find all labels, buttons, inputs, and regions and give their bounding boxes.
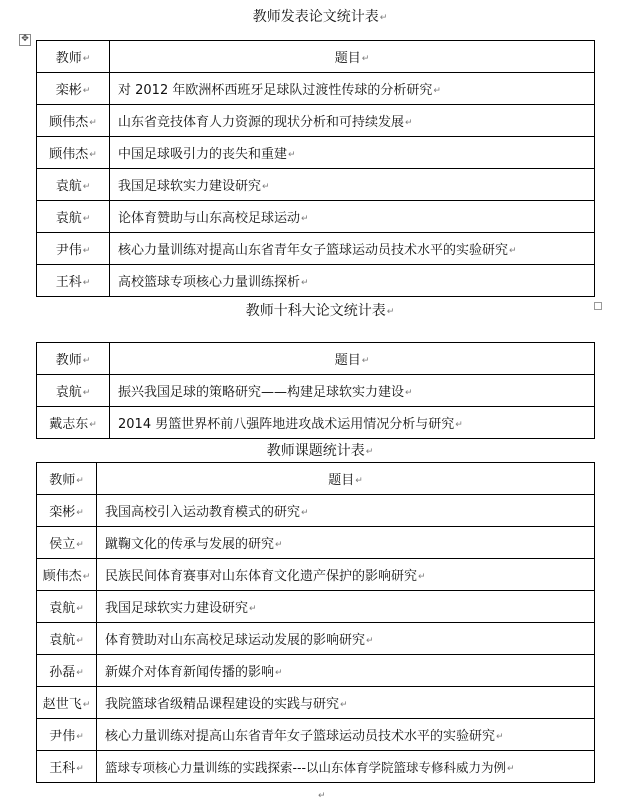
topic-cell: 体育赞助对山东高校足球运动发展的影响研究↵ [97, 623, 595, 655]
table-row [37, 233, 595, 265]
table-row [37, 407, 595, 439]
header-topic: 题目↵ [97, 463, 595, 495]
topic-cell: 论体育赞助与山东高校足球运动↵ [110, 201, 595, 233]
topic-cell: 高校篮球专项核心力量训练探析↵ [110, 265, 595, 297]
teacher-cell: 顾伟杰↵ [37, 559, 97, 591]
table-row [37, 375, 595, 407]
teacher-cell: 侯立↵ [37, 527, 97, 559]
table2-title: 教师十科大论文统计表↵ [245, 303, 395, 319]
topic-cell: 振兴我国足球的策略研究——构建足球软实力建设↵ [110, 375, 595, 407]
topic-cell: 核心力量训练对提高山东省青年女子篮球运动员技术水平的实验研究↵ [110, 233, 595, 265]
table-row [37, 105, 595, 137]
table-header-row [37, 343, 595, 375]
table-move-handle-icon[interactable]: ✥ [19, 34, 31, 46]
table-row [37, 559, 595, 591]
teacher-cell: 顾伟杰↵ [37, 137, 110, 169]
topic-cell: 我国足球软实力建设研究↵ [110, 169, 595, 201]
table1-title: 教师发表论文统计表↵ [252, 9, 388, 25]
table-header-row [37, 463, 595, 495]
teacher-cell: 袁航↵ [37, 169, 110, 201]
table-row [37, 751, 595, 783]
teacher-cell: 袁航↵ [37, 375, 110, 407]
table-research-projects [36, 462, 595, 783]
header-teacher: 教师↵ [37, 343, 110, 375]
table-row [37, 591, 595, 623]
topic-cell: 我国高校引入运动教育模式的研究↵ [97, 495, 595, 527]
teacher-cell: 尹伟↵ [37, 233, 110, 265]
teacher-cell: 栾彬↵ [37, 495, 97, 527]
topic-cell: 民族民间体育赛事对山东体育文化遗产保护的影响研究↵ [97, 559, 595, 591]
teacher-cell: 栾彬↵ [37, 73, 110, 105]
teacher-cell: 顾伟杰↵ [37, 105, 110, 137]
topic-cell: 山东省竞技体育人力资源的现状分析和可持续发展↵ [110, 105, 595, 137]
paragraph-mark: ↵ [318, 791, 326, 801]
table-published-papers [36, 40, 595, 297]
teacher-cell: 袁航↵ [37, 201, 110, 233]
table-row [37, 73, 595, 105]
topic-cell: 篮球专项核心力量训练的实践探索---以山东体育学院篮球专修科威力为例↵ [97, 751, 595, 783]
topic-cell: 中国足球吸引力的丧失和重建↵ [110, 137, 595, 169]
table-row [37, 495, 595, 527]
table-row [37, 169, 595, 201]
topic-cell: 新媒介对体育新闻传播的影响↵ [97, 655, 595, 687]
topic-cell: 我国足球软实力建设研究↵ [97, 591, 595, 623]
topic-cell: 我院篮球省级精品课程建设的实践与研究↵ [97, 687, 595, 719]
topic-cell: 蹴鞠文化的传承与发展的研究↵ [97, 527, 595, 559]
table-header-row [37, 41, 595, 73]
table-top-ten-papers [36, 342, 595, 439]
header-topic: 题目↵ [110, 343, 595, 375]
table-row [37, 623, 595, 655]
teacher-cell: 孙磊↵ [37, 655, 97, 687]
table-row [37, 655, 595, 687]
teacher-cell: 戴志东↵ [37, 407, 110, 439]
teacher-cell: 袁航↵ [37, 623, 97, 655]
header-topic: 题目↵ [110, 41, 595, 73]
teacher-cell: 尹伟↵ [37, 719, 97, 751]
header-teacher: 教师↵ [37, 41, 110, 73]
teacher-cell: 王科↵ [37, 751, 97, 783]
table-row [37, 527, 595, 559]
topic-cell: 对 2012 年欧洲杯西班牙足球队过渡性传球的分析研究↵ [110, 73, 595, 105]
topic-cell: 核心力量训练对提高山东省青年女子篮球运动员技术水平的实验研究↵ [97, 719, 595, 751]
table-row [37, 201, 595, 233]
table-row [37, 137, 595, 169]
teacher-cell: 袁航↵ [37, 591, 97, 623]
table-row [37, 265, 595, 297]
teacher-cell: 王科↵ [37, 265, 110, 297]
table3-title: 教师课题统计表↵ [266, 443, 374, 459]
header-teacher: 教师↵ [37, 463, 97, 495]
table-row [37, 687, 595, 719]
paragraph-mark: ↵ [379, 13, 388, 23]
topic-cell: 2014 男篮世界杯前八强阵地进攻战术运用情况分析与研究↵ [110, 407, 595, 439]
teacher-cell: 赵世飞↵ [37, 687, 97, 719]
table-row [37, 719, 595, 751]
